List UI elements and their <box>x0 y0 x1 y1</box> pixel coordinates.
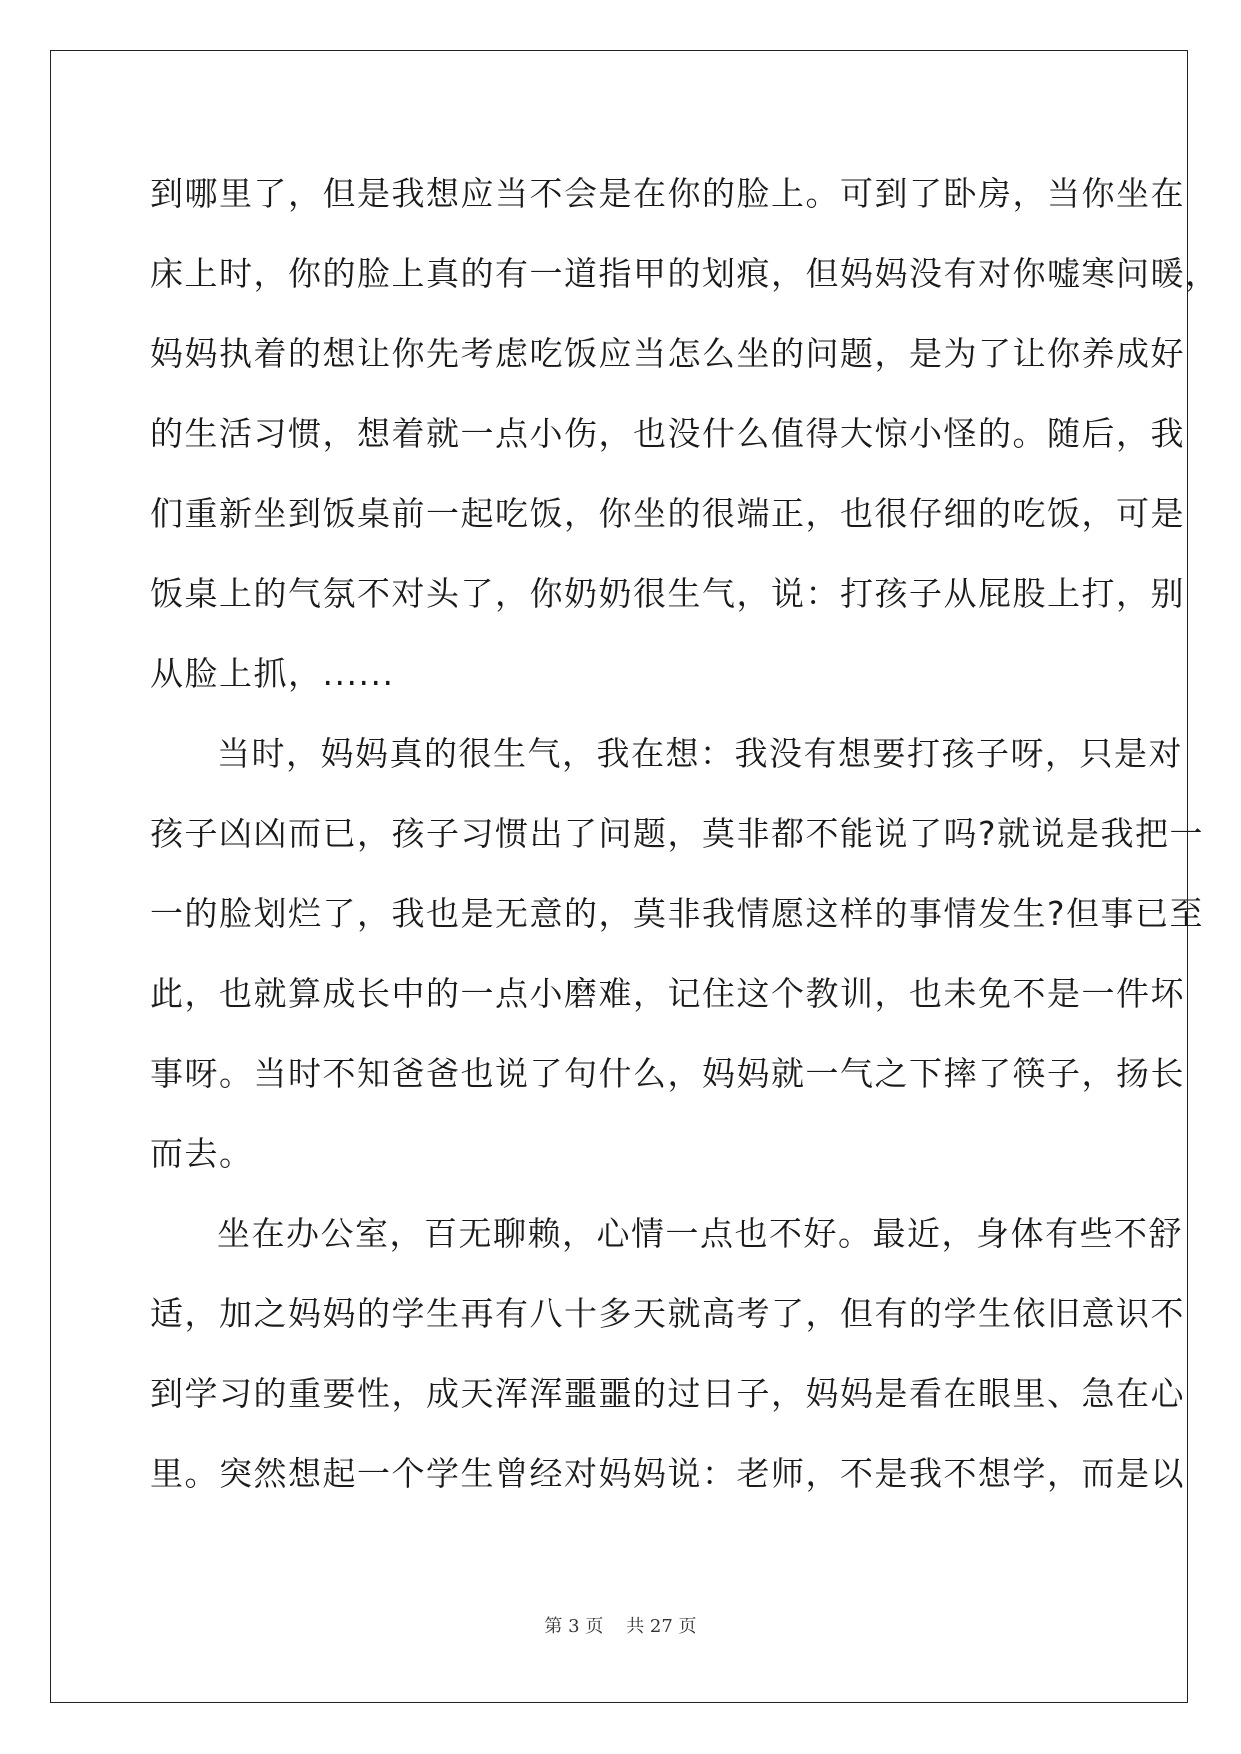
text-line: 妈妈执着的想让你先考虑吃饭应当怎么坐的问题，是为了让你养成好 <box>150 334 1185 373</box>
text-line: 床上时，你的脸上真的有一道指甲的划痕，但妈妈没有对你嘘寒问暖， <box>150 254 1220 293</box>
text-line: 孩子凶凶而已，孩子习惯出了问题，莫非都不能说了吗?就说是我把一 <box>150 814 1205 853</box>
text-line: 里。突然想起一个学生曾经对妈妈说：老师，不是我不想学，而是以 <box>150 1454 1185 1493</box>
text-line: 事呀。当时不知爸爸也说了句什么，妈妈就一气之下摔了筷子，扬长 <box>150 1054 1185 1093</box>
page-number: 第 3 页 共 27 页 <box>544 1616 697 1637</box>
text-line: 适，加之妈妈的学生再有八十多天就高考了，但有的学生依旧意识不 <box>150 1294 1185 1333</box>
text-line: 此，也就算成长中的一点小磨难，记住这个教训，也未免不是一件坏 <box>150 974 1185 1013</box>
document-body <box>150 154 1220 1514</box>
text-line: 从脸上抓，...... <box>150 654 395 693</box>
text-line: 而去。 <box>150 1134 254 1173</box>
text-line: 到哪里了，但是我想应当不会是在你的脸上。可到了卧房，当你坐在 <box>150 174 1185 213</box>
text-line: 们重新坐到饭桌前一起吃饭，你坐的很端正，也很仔细的吃饭，可是 <box>150 494 1185 533</box>
text-line: 一的脸划烂了，我也是无意的，莫非我情愿这样的事情发生?但事已至 <box>150 894 1205 933</box>
text-line: 饭桌上的气氛不对头了，你奶奶很生气，说：打孩子从屁股上打，别 <box>150 574 1185 613</box>
paragraph-first-line: 坐在办公室，百无聊赖，心情一点也不好。最近，身体有些不舒 <box>217 1214 1183 1253</box>
text-line: 到学习的重要性，成天浑浑噩噩的过日子，妈妈是看在眼里、急在心 <box>150 1374 1185 1413</box>
text-line: 的生活习惯，想着就一点小伤，也没什么值得大惊小怪的。随后，我 <box>150 414 1185 453</box>
paragraph-first-line: 当时，妈妈真的很生气，我在想：我没有想要打孩子呀，只是对 <box>217 734 1183 773</box>
